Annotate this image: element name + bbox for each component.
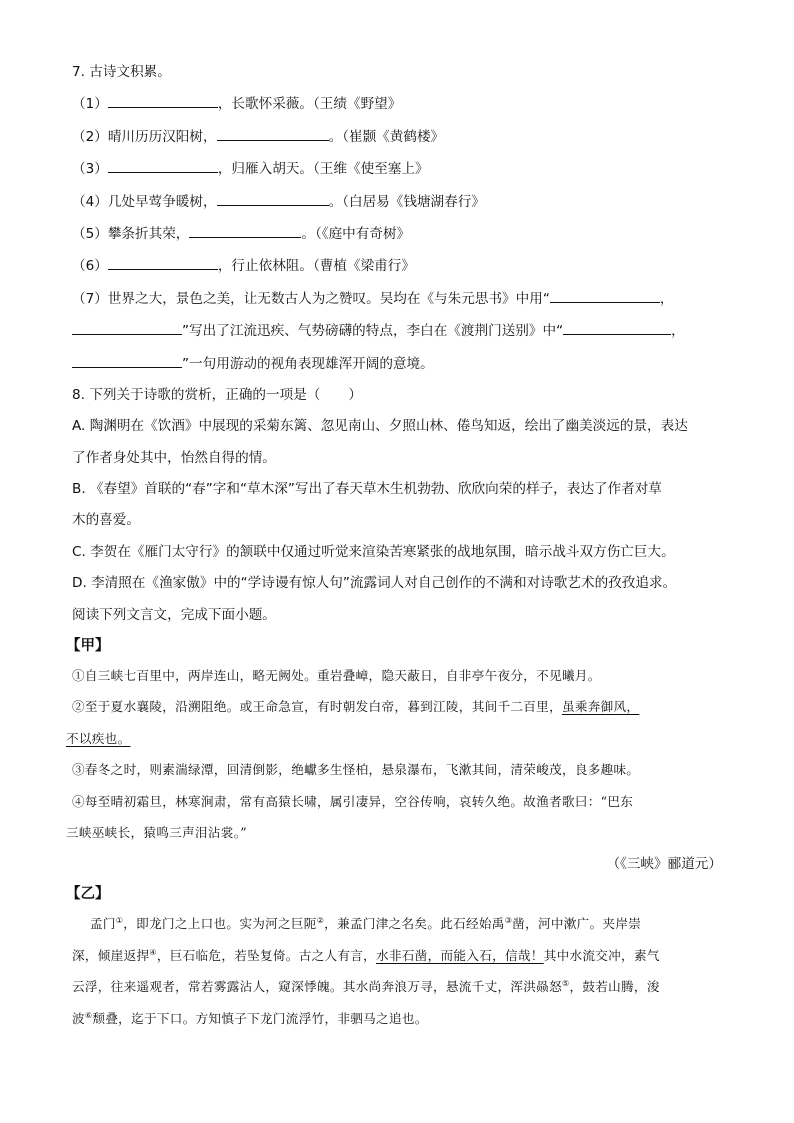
footnote-marker[interactable]: ③ [504, 916, 513, 926]
jia-paragraph-2-cont [66, 729, 722, 749]
q7-title: 7. 古诗文积累。 [72, 64, 171, 80]
reading-intro: 阅读下列文言文，完成下面小题。 [72, 606, 276, 623]
exam-page [66, 62, 722, 1040]
footnote-marker[interactable]: ⑥ [84, 1010, 93, 1020]
passage-yi-header: 【乙】 [66, 886, 110, 903]
jia-source: （《三峡》郦道元） [606, 856, 722, 873]
q7-item-2: （2）晴川历历汉阳树， 。（崔颢《黄鹤楼》 [72, 126, 722, 147]
q8-title: 8. 下列关于诗歌的赏析，正确的一项是（ ） [72, 386, 362, 403]
footnote-marker[interactable]: ② [316, 916, 325, 926]
answer-blank[interactable] [72, 320, 182, 335]
answer-blank[interactable] [550, 288, 660, 303]
q7-item-4: （4）几处早莺争暖树， 。（白居易《钱塘湖春行》 [72, 191, 722, 212]
answer-blank[interactable] [72, 353, 182, 368]
footnote-marker[interactable]: ⑤ [561, 978, 570, 988]
underlined-sentence: 水非石凿，而能入石，信哉！ [376, 947, 544, 963]
answer-blank[interactable] [217, 126, 329, 141]
passage-jia-header: 【甲】 [66, 638, 110, 655]
answer-blank[interactable] [217, 191, 329, 206]
yi-line-4: 波⑥颓叠，迄于下口。方知慎子下龙门流浮竹，非驷马之追也。 [72, 1010, 428, 1026]
q7-item-6: （6） ，行止依林阻。（曹植《梁甫行》 [72, 255, 722, 276]
jia-paragraph-4: ④每至晴初霜旦，林寒涧肃，常有高猿长啸，属引凄异，空谷传响，哀转久绝。故渔者歌曰：“巴东 [72, 793, 634, 809]
q8-option-d[interactable]: D. 李清照在《渔家傲》中的“学诗谩有惊人句”流露词人对自己创作的不满和对诗歌艺术的孜孜追求。 [72, 575, 677, 592]
q8-option-a[interactable]: A. 陶渊明在《饮酒》中展现的采菊东篱、忽见南山、夕照山林、倦鸟知返，绘出了幽美淡远的景，表达 了作者身处其中，怡然自得的情。 [72, 418, 688, 466]
q7-item-7: （7）世界之大，景色之美，让无数古人为之赞叹。吴均在《与朱元思书》中用“ ， ”写出了江流迅疾、气势磅礴的特点，李白在《渡荆门送别》中“ ， ”一句用游动的视角表现雄浑开阔的意境。 [72, 288, 722, 374]
underlined-sentence: 不以疾也。 [66, 730, 131, 746]
answer-blank[interactable] [108, 255, 218, 270]
jia-paragraph-2: ②至于夏水襄陵，沿溯阻绝。或王命急宣，有时朝发白帝，暮到江陵，其间千二百里，虽乘奔御风， [72, 699, 640, 715]
footnote-marker[interactable]: ④ [149, 947, 157, 957]
jia-paragraph-1: ①自三峡七百里中，两岸连山，略无阙处。重岩叠嶂，隐天蔽日，自非亭午夜分，不见曦月。 [72, 668, 601, 684]
footnote-marker[interactable]: ① [115, 916, 124, 926]
answer-blank[interactable] [189, 223, 301, 238]
answer-blank[interactable] [108, 93, 218, 108]
answer-blank[interactable] [108, 158, 218, 173]
q7-item-3: （3） ，归雁入胡天。（王维《使至塞上》 [72, 158, 722, 179]
jia-paragraph-3: ③春冬之时，则素湍绿潭，回清倒影，绝巘多生怪柏，悬泉瀑布，飞漱其间，清荣峻茂，良多趣味。 [72, 762, 640, 778]
underlined-sentence: 虽乘奔御风， [561, 699, 640, 715]
yi-line-1: 孟门①，即龙门之上口也。实为河之巨阨②，兼孟门津之名矣。此石经始禹③凿，河中漱广。夹岸崇 [90, 916, 642, 932]
yi-line-2: 深，倾崖返捍④，巨石临危，若坠复倚。古之人有言，水非石凿，而能入石，信哉！其中水流交冲，素气 [72, 947, 660, 963]
yi-line-3: 云浮，往来遥观者，常若雾露沾人，窥深悸魄。其水尚奔浪万寻，悬流千丈，浑洪赑怒⑤，鼓若山腾，浚 [72, 978, 660, 995]
q8-option-c[interactable]: C. 李贺在《雁门太守行》的颔联中仅通过听觉来渲染苦寒紧张的战地氛围，暗示战斗双方伤亡巨大。 [72, 543, 675, 560]
q7-item-1: （1） ，长歌怀采薇。（王绩《野望》 [72, 93, 722, 114]
q8-option-b[interactable]: B. 《春望》首联的“春”字和“草木深”写出了春天草木生机勃勃、欣欣向荣的样子，表达了作者对草 木的喜爱。 [72, 481, 662, 529]
q7-item-5: （5）攀条折其荣， 。（《庭中有奇树》 [72, 223, 722, 244]
answer-blank[interactable] [563, 320, 671, 335]
jia-paragraph-4-cont: 三峡巫峡长，猿鸣三声泪沾裳。” [66, 824, 247, 840]
